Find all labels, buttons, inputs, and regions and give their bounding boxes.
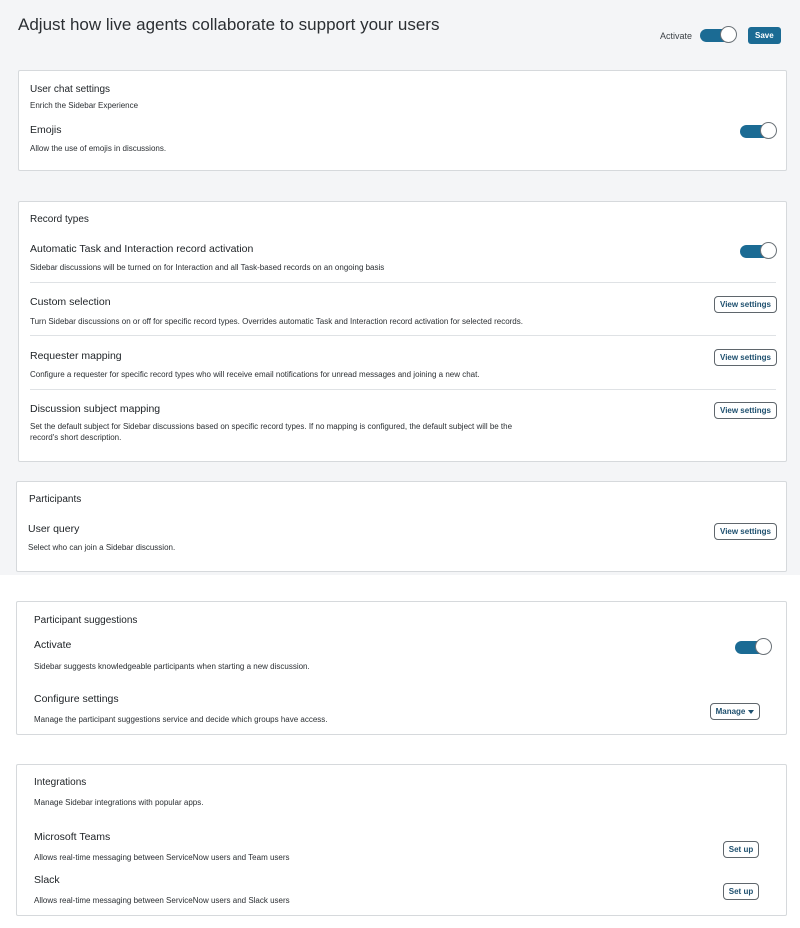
emojis-description: Allow the use of emojis in discussions. bbox=[30, 144, 167, 153]
integrations-title: Integrations bbox=[34, 777, 87, 788]
auto-activation-description: Sidebar discussions will be turned on for Interaction and all Task-based records on an ongoing basis bbox=[30, 263, 385, 272]
user-chat-settings-title: User chat settings bbox=[30, 84, 111, 95]
user-chat-settings-subtitle: Enrich the Sidebar Experience bbox=[30, 101, 139, 110]
participant-suggestions-title: Participant suggestions bbox=[34, 615, 138, 626]
participant-suggestions-card bbox=[16, 601, 787, 735]
auto-activation-title: Automatic Task and Interaction record activation bbox=[30, 243, 254, 255]
chevron-down-icon bbox=[748, 710, 754, 714]
toggle-knob bbox=[760, 122, 777, 139]
user-query-title: User query bbox=[28, 523, 80, 535]
user-query-description: Select who can join a Sidebar discussion. bbox=[28, 543, 176, 552]
requester-mapping-description: Configure a requester for specific record types who will receive email notifications for unread messages and joining a new chat. bbox=[30, 370, 480, 379]
configure-settings-title: Configure settings bbox=[34, 693, 119, 705]
microsoft-teams-title: Microsoft Teams bbox=[34, 831, 111, 843]
toggle-knob bbox=[760, 242, 777, 259]
custom-selection-title: Custom selection bbox=[30, 296, 111, 308]
subject-mapping-description-line1: Set the default subject for Sidebar discussions based on specific record types. If no mapping is configured, the default subject will be the bbox=[30, 422, 513, 431]
record-types-card bbox=[18, 201, 787, 462]
manage-dropdown-button[interactable] bbox=[710, 703, 760, 720]
divider bbox=[30, 335, 776, 336]
manage-label: Manage bbox=[715, 707, 746, 716]
record-types-title: Record types bbox=[30, 214, 89, 225]
auto-activation-toggle[interactable] bbox=[740, 243, 776, 260]
participants-card bbox=[16, 481, 787, 572]
custom-selection-description: Turn Sidebar discussions on or off for specific record types. Overrides automatic Task and Interaction record activation for selected records. bbox=[30, 317, 523, 326]
activate-toggle[interactable] bbox=[700, 27, 736, 44]
integrations-subtitle: Manage Sidebar integrations with popular apps. bbox=[34, 798, 204, 807]
divider bbox=[30, 389, 776, 390]
suggestions-activate-title: Activate bbox=[34, 639, 72, 651]
page-title: Adjust how live agents collaborate to support your users bbox=[18, 15, 440, 34]
emojis-title: Emojis bbox=[30, 124, 62, 136]
requester-mapping-view-settings-button[interactable]: View settings bbox=[714, 349, 777, 366]
microsoft-teams-description: Allows real-time messaging between ServiceNow users and Team users bbox=[34, 853, 290, 862]
microsoft-teams-setup-button[interactable]: Set up bbox=[723, 841, 759, 858]
suggestions-activate-description: Sidebar suggests knowledgeable participants when starting a new discussion. bbox=[34, 662, 310, 671]
slack-title: Slack bbox=[34, 874, 60, 886]
activate-label: Activate bbox=[660, 30, 693, 41]
participants-title: Participants bbox=[29, 494, 82, 505]
suggestions-activate-toggle[interactable] bbox=[735, 639, 771, 656]
slack-setup-button[interactable]: Set up bbox=[723, 883, 759, 900]
integrations-card bbox=[16, 764, 787, 916]
user-chat-settings-card bbox=[18, 70, 787, 171]
requester-mapping-title: Requester mapping bbox=[30, 350, 122, 362]
header-actions bbox=[660, 27, 781, 44]
toggle-knob bbox=[720, 26, 737, 43]
custom-selection-view-settings-button[interactable]: View settings bbox=[714, 296, 777, 313]
divider bbox=[30, 282, 776, 283]
subject-mapping-description-line2: record's short description. bbox=[30, 433, 122, 442]
subject-mapping-title: Discussion subject mapping bbox=[30, 403, 161, 415]
slack-description: Allows real-time messaging between ServiceNow users and Slack users bbox=[34, 896, 290, 905]
user-query-view-settings-button[interactable]: View settings bbox=[714, 523, 777, 540]
toggle-knob bbox=[755, 638, 772, 655]
configure-settings-description: Manage the participant suggestions service and decide which groups have access. bbox=[34, 715, 328, 724]
save-button[interactable]: Save bbox=[748, 27, 781, 44]
subject-mapping-view-settings-button[interactable]: View settings bbox=[714, 402, 777, 419]
emojis-toggle[interactable] bbox=[740, 123, 776, 140]
